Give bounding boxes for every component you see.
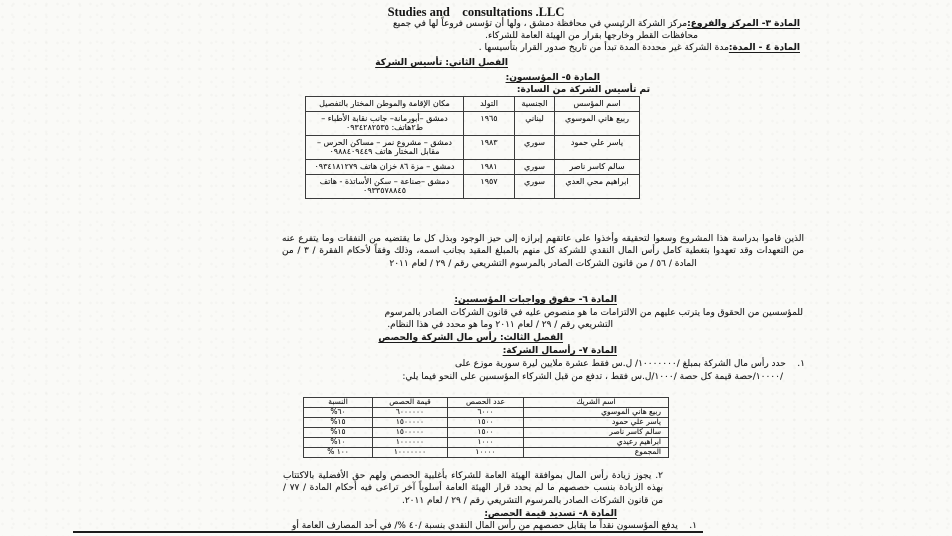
article-7-heading: المادة ٧- رأسمال الشركة: [502,346,617,356]
founder-address: دمشق – مشروع نمر – مساكن الحرس – مقابل المختار هاتف ٠٩٨٨٤٠٩٤٤٩ [306,135,464,159]
partner-name: ربيع هاني الموسوي [524,408,669,418]
founders-header-row [306,97,640,112]
partner-share-pct: %٦٠ [304,408,373,418]
total-share-count: ١٠٠٠٠ [448,448,524,458]
company-title: Studies and consultations .LLC [387,5,565,19]
founder-birth: ١٩٨٣ [464,135,515,159]
partner-share-value: ١٠٠٠٠٠٠ [373,438,448,448]
article-4-text: مدة الشركة غير محددة المدة تبدأ من تاريخ صدور القرار بتأسيسها . [478,43,729,53]
partner-share-count: ١٠٠٠ [448,438,524,448]
shares-col-count: عدد الحصص [448,398,524,408]
article-3-text: مركز الشركة الرئيسي في محافظة دمشق ، ولها أن تؤسس فروعاً لها في جميع [392,19,688,29]
founder-address: دمشق – مزة ٨٦ خزان هاتف ٠٩٣٤١٨١٢٧٩ [306,159,464,174]
shares-table [303,397,669,458]
chapter-3-heading: الفصل الثالث: رأس مال الشركة والحصص [378,333,563,343]
article-8-heading: المادة ٨- تسديد قيمة الحصص: [484,509,617,519]
article-6-line2: التشريعي رقم / ٢٩ / لعام ٢٠١١ وما هو محدد في هذا النظام. [387,320,613,330]
partner-share-pct: %١٥ [304,418,373,428]
article-4-heading: المادة ٤ - المدة: [728,43,800,53]
shares-col-pct: النسبة [304,398,373,408]
article-5-heading: المادة ٥- المؤسسون: [505,73,600,83]
table-row [304,418,669,428]
table-row [304,408,669,418]
chapter-2-heading: الفصل الثاني: تأسيس الشركة [375,58,508,68]
partner-share-pct: %١٥ [304,428,373,438]
total-share-pct: % ١٠٠ [304,448,373,458]
table-row [306,174,640,198]
article-6-heading: المادة ٦- حقوق وواجبات المؤسسين: [454,295,617,305]
founder-birth: ١٩٨١ [464,159,515,174]
partner-name: سالم كاسر ناصر [524,428,669,438]
article-4-line [479,43,800,54]
founder-nationality: سوري [515,135,555,159]
article-6-line1: للمؤسسين من الحقوق وما يترتب عليهم من الالتزامات ما هو منصوص عليه في قانون الشركات الصادر بالمرسوم [384,308,803,318]
shares-col-value: قيمة الحصص [373,398,448,408]
table-row-total [304,448,669,458]
founder-name: ياسر علي حمود [555,135,640,159]
article-3-line1 [393,19,800,30]
partner-share-value: ٦٠٠٠٠٠٠ [373,408,448,418]
partner-share-count: ١٥٠٠ [448,418,524,428]
article-8-item1-line: ١. يدفع المؤسسون نقداً ما يقابل حصصهم من رأس المال النقدي بنسبة /٤٠ %/ في أحد المصارف العامة أو [292,521,697,531]
table-row [306,159,640,174]
founders-col-address: مكان الإقامة والموطن المختار بالتفصيل [306,97,464,112]
bottom-horizontal-rule [73,531,703,533]
founders-col-nationality: الجنسية [515,97,555,112]
shares-header-row [304,398,669,408]
founder-nationality: لبناني [515,111,555,135]
founders-table [305,96,640,199]
founder-nationality: سوري [515,159,555,174]
founders-pledge-paragraph: الذين قاموا بدراسة هذا المشروع وسعوا لتحقيقه وأخذوا على عاتقهم إبرازه إلى حيز الوجود وبذل كل ما يقتضيه من النفقات وما يتفرع عنه من التعهدات وقد تعهدوا بتغطية كامل رأس المال النقدي للشركة كل منهم بالمبلغ المقيد بجانب اسمه، وذلك وفقاً لأحكام الفقرة / ٣ / من المادة / ٥٦ / من قانون الشركات الصادر بالمرسوم التشريعي رقم / ٢٩ / لعام ٢٠١١ [282,234,804,269]
article-7-item1-line1: ١. حدد رأس مال الشركة بمبلغ /١٠٠٠٠٠٠٠/ ل.س فقط عشرة ملايين ليرة سورية موزع على [454,359,805,369]
total-label: المجموع [524,448,669,458]
partner-share-value: ١٥٠٠٠٠٠ [373,418,448,428]
partner-name: ياسر علي حمود [524,418,669,428]
founder-birth: ١٩٦٥ [464,111,515,135]
founders-col-birth: التولد [464,97,515,112]
article-3-line2: محافظات القطر وخارجها بقرار من الهيئة العامة للشركاء. [485,31,698,41]
article-7-item2-paragraph: ٢. يجوز زيادة رأس المال بموافقة الهيئة العامة للشركاء بأغلبية الحصص ولهم حق الأفضلية بالاكتتاب بهذه الزيادة بنسب حصصهم ما لم يحدد قرار الهيئة العامة أسلوباً آخر تراعى فيه أحكام المادة / ٧٧ / من قانون الشركات الصادر بالمرسوم التشريعي رقم / ٢٩ / لعام ٢٠١١. [283,471,663,506]
article-7-item1-line2: /١٠٠٠٠/حصة قيمة كل حصة /١٠٠٠/ل.س فقط ، تدفع من قبل الشركاء المؤسسين على النحو فيما يلي: [402,372,783,382]
article-3-heading: المادة ٣- المركز والفروع: [687,19,800,29]
partner-name: ابراهيم رعيدي [524,438,669,448]
founder-address: دمشق –صناعة – سكن الأساتذة - هاتف ٠٩٣٣٥٧٨٨٤٥ [306,174,464,198]
table-row [306,135,640,159]
partner-share-count: ١٥٠٠ [448,428,524,438]
table-row [304,438,669,448]
partner-share-pct: %١٠ [304,438,373,448]
table-row [304,428,669,438]
founder-name: ابراهيم محي العدي [555,174,640,198]
founder-address: دمشق –أبورمانة– جانب نقابة الأطباء – ط٢هاتف: ٠٩٣٤٢٨٢٥٣٥ [306,111,464,135]
partner-share-count: ٦٠٠٠ [448,408,524,418]
founder-nationality: سوري [515,174,555,198]
founder-name: سالم كاسر ناصر [555,159,640,174]
founders-col-name: اسم المؤسس [555,97,640,112]
founders-intro: تم تأسيس الشركة من السادة: [516,85,650,95]
partner-share-value: ١٥٠٠٠٠٠ [373,428,448,438]
total-share-value: ١٠٠٠٠٠٠٠ [373,448,448,458]
founder-birth: ١٩٥٧ [464,174,515,198]
table-row [306,111,640,135]
shares-col-name: اسم الشريك [524,398,669,408]
founder-name: ربيع هاني الموسوي [555,111,640,135]
